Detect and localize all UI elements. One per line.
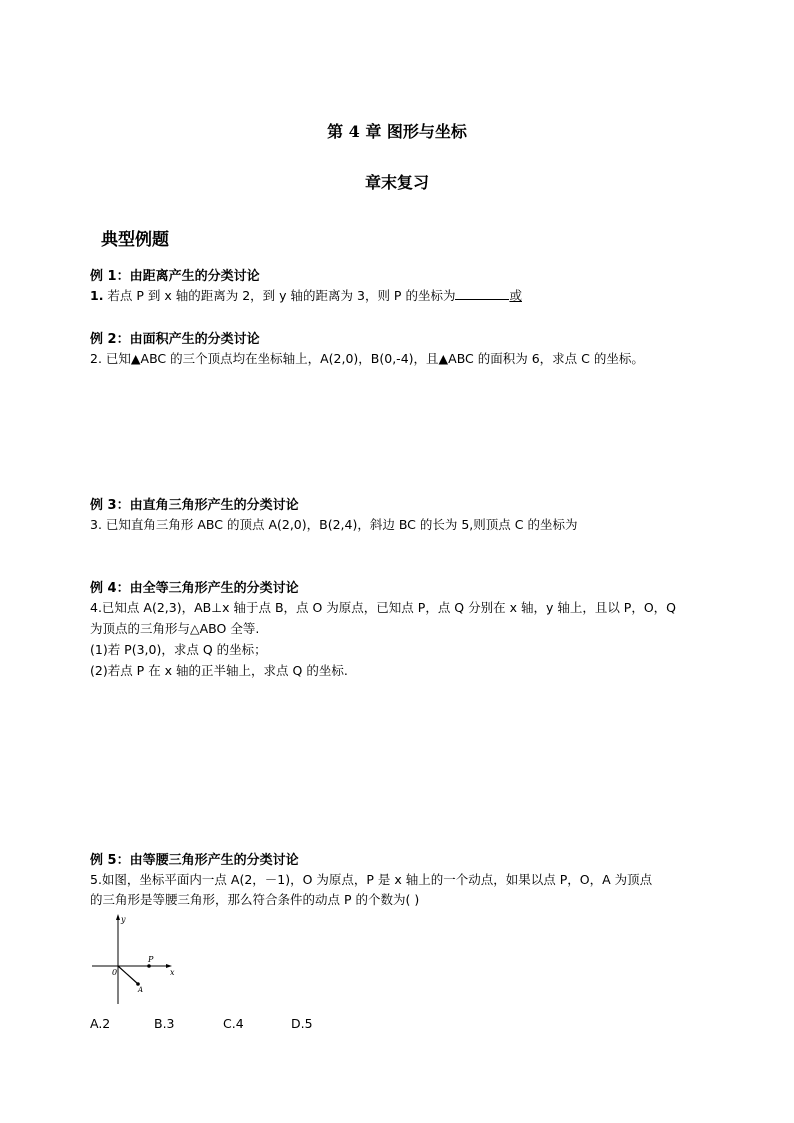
example-4-line-2: 为顶点的三角形与△ABO 全等. (90, 621, 260, 636)
point-p-label: P (148, 955, 154, 964)
point-p (147, 964, 151, 968)
example-4-line-1: 4.已知点 A(2,3)，AB⊥x 轴于点 B，点 O 为原点，已知点 P，点 Q 分别在 x 轴，y 轴上，且以 P，O，Q (90, 600, 677, 615)
example-1-text (90, 286, 522, 304)
page-subtitle: 章末复习 (364, 173, 429, 192)
example-4-question-2: (2)若点 P 在 x 轴的正半轴上，求点 Q 的坐标. (90, 663, 348, 678)
example-2-text: 2. 已知▲ABC 的三个顶点均在坐标轴上，A(2,0)，B(0,-4)，且▲ABC 的面积为 6，求点 C 的坐标。 (90, 351, 644, 366)
option-b[interactable]: B.3 (154, 1016, 175, 1031)
option-a[interactable]: A.2 (90, 1016, 111, 1031)
origin-label: 0 (112, 968, 118, 977)
section-heading: 典型例题 (101, 230, 169, 250)
example-4-question-1: (1)若 P(3,0)，求点 Q 的坐标； (90, 642, 267, 657)
example-2-heading: 例 2：由面积产生的分类讨论 (90, 332, 260, 347)
x-axis-label: x (170, 968, 175, 977)
chapter-title: 第 4 章 图形与坐标 (327, 122, 467, 141)
example-5-line-1: 5.如图，坐标平面内一点 A(2，－1)，O 为原点，P 是 x 轴上的一个动点，如果以点 P，O，A 为顶点 (90, 872, 653, 887)
segment-oa (118, 966, 138, 984)
example-4-heading: 例 4：由全等三角形产生的分类讨论 (90, 581, 299, 596)
example-3-heading: 例 3：由直角三角形产生的分类讨论 (90, 498, 299, 513)
answer-blank[interactable] (455, 287, 509, 300)
option-d[interactable]: D.5 (291, 1016, 313, 1031)
coordinate-figure (88, 912, 188, 1007)
point-a-label: A (138, 986, 144, 994)
example-5-heading: 例 5：由等腰三角形产生的分类讨论 (90, 853, 299, 868)
y-axis-label: y (121, 915, 126, 924)
option-c[interactable]: C.4 (223, 1016, 244, 1031)
example-1-number: 1. (90, 288, 104, 303)
y-axis-arrow (116, 914, 120, 920)
example-3-text: 3. 已知直角三角形 ABC 的顶点 A(2,0)，B(2,4)，斜边 BC 的长为 5,则顶点 C 的坐标为 (90, 517, 578, 532)
example-1-or: 或 (509, 288, 522, 303)
example-1-question: 若点 P 到 x 轴的距离为 2，到 y 轴的距离为 3，则 P 的坐标为 (103, 288, 456, 303)
example-1-heading: 例 1：由距离产生的分类讨论 (90, 269, 260, 284)
example-5-line-2: 的三角形是等腰三角形，那么符合条件的动点 P 的个数为( ) (90, 892, 420, 907)
